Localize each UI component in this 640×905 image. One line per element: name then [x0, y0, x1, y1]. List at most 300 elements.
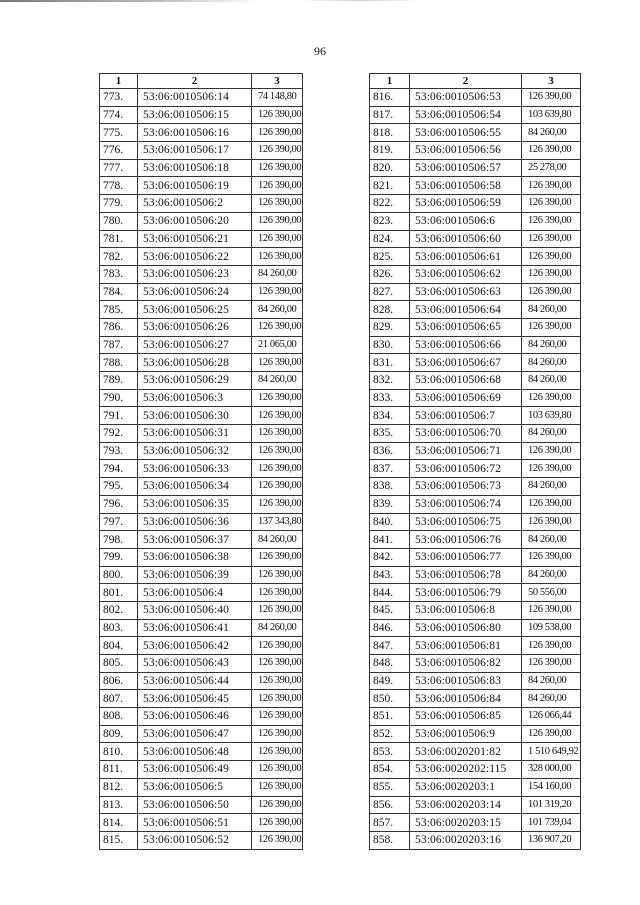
cadastral-number: 53:06:0010506:53	[410, 89, 522, 107]
cadastral-number: 53:06:0020203:1	[410, 778, 522, 796]
row-number: 856.	[370, 796, 410, 814]
value-cell: 126 390,00	[252, 248, 303, 266]
row-number: 855.	[370, 778, 410, 796]
value-cell: 126 390,00	[252, 761, 303, 779]
value-cell: 84 260,00	[252, 619, 303, 637]
row-number: 775.	[100, 124, 138, 142]
column-header: 1	[370, 74, 410, 89]
value-cell: 136 907,20	[522, 831, 581, 849]
cadastral-number: 53:06:0010506:43	[138, 655, 252, 673]
cadastral-number: 53:06:0010506:3	[138, 389, 252, 407]
value-cell: 1 510 649,92	[522, 743, 581, 761]
row-number: 819.	[370, 142, 410, 160]
table-row	[370, 814, 581, 832]
row-number: 783.	[100, 265, 138, 283]
cadastral-number: 53:06:0020202:115	[410, 761, 522, 779]
value-cell: 126 390,00	[252, 778, 303, 796]
row-number: 788.	[100, 354, 138, 372]
table-row	[370, 124, 581, 142]
cadastral-number: 53:06:0020201:82	[410, 743, 522, 761]
row-number: 835.	[370, 425, 410, 443]
value-cell: 126 390,00	[252, 425, 303, 443]
row-number: 815.	[100, 831, 138, 849]
table-row	[100, 584, 303, 602]
value-cell: 126 390,00	[252, 159, 303, 177]
row-number: 848.	[370, 655, 410, 673]
table-row	[370, 354, 581, 372]
value-cell: 126 390,00	[522, 389, 581, 407]
row-number: 781.	[100, 230, 138, 248]
row-number: 823.	[370, 212, 410, 230]
value-cell: 126 390,00	[252, 584, 303, 602]
value-cell: 126 390,00	[252, 460, 303, 478]
cadastral-number: 53:06:0010506:85	[410, 708, 522, 726]
value-cell: 101 739,04	[522, 814, 581, 832]
cadastral-number: 53:06:0010506:37	[138, 531, 252, 549]
row-number: 803.	[100, 619, 138, 637]
row-number: 773.	[100, 89, 138, 107]
table-row	[100, 177, 303, 195]
value-cell: 126 390,00	[522, 142, 581, 160]
table-row	[100, 248, 303, 266]
row-number: 793.	[100, 442, 138, 460]
cadastral-number: 53:06:0010506:73	[410, 478, 522, 496]
value-cell: 126 390,00	[522, 212, 581, 230]
row-number: 832.	[370, 372, 410, 390]
value-cell: 84 260,00	[522, 124, 581, 142]
row-number: 847.	[370, 637, 410, 655]
row-number: 839.	[370, 495, 410, 513]
cadastral-number: 53:06:0010506:70	[410, 425, 522, 443]
cadastral-number: 53:06:0010506:63	[410, 283, 522, 301]
row-number: 818.	[370, 124, 410, 142]
cadastral-number: 53:06:0010506:45	[138, 690, 252, 708]
row-number: 808.	[100, 708, 138, 726]
table-row	[100, 548, 303, 566]
cadastral-number: 53:06:0010506:48	[138, 743, 252, 761]
value-cell: 84 260,00	[522, 301, 581, 319]
row-number: 836.	[370, 442, 410, 460]
row-number: 858.	[370, 831, 410, 849]
value-cell: 109 538,00	[522, 619, 581, 637]
table-row	[370, 584, 581, 602]
row-number: 812.	[100, 778, 138, 796]
row-number: 792.	[100, 425, 138, 443]
table-row	[370, 106, 581, 124]
cadastral-number: 53:06:0010506:28	[138, 354, 252, 372]
value-cell: 126 390,00	[252, 195, 303, 213]
cadastral-number: 53:06:0010506:22	[138, 248, 252, 266]
value-cell: 126 390,00	[252, 318, 303, 336]
row-number: 834.	[370, 407, 410, 425]
table-row	[370, 89, 581, 107]
row-number: 798.	[100, 531, 138, 549]
value-cell: 126 390,00	[252, 142, 303, 160]
value-cell: 126 390,00	[522, 442, 581, 460]
value-cell: 84 260,00	[522, 354, 581, 372]
value-cell: 137 343,80	[252, 513, 303, 531]
cadastral-number: 53:06:0010506:5	[138, 778, 252, 796]
cadastral-number: 53:06:0010506:30	[138, 407, 252, 425]
cadastral-number: 53:06:0010506:56	[410, 142, 522, 160]
value-cell: 126 390,00	[522, 230, 581, 248]
table-row	[370, 142, 581, 160]
table-row	[100, 796, 303, 814]
cadastral-number: 53:06:0010506:25	[138, 301, 252, 319]
cadastral-number: 53:06:0010506:81	[410, 637, 522, 655]
table-row	[370, 425, 581, 443]
row-number: 844.	[370, 584, 410, 602]
cadastral-number: 53:06:0010506:39	[138, 566, 252, 584]
row-number: 780.	[100, 212, 138, 230]
table-row	[100, 478, 303, 496]
cadastral-number: 53:06:0010506:77	[410, 548, 522, 566]
value-cell: 126 390,00	[252, 796, 303, 814]
cadastral-number: 53:06:0010506:83	[410, 672, 522, 690]
table-row	[370, 372, 581, 390]
cadastral-number: 53:06:0010506:19	[138, 177, 252, 195]
table-row	[370, 407, 581, 425]
table-row	[370, 761, 581, 779]
table-row	[100, 142, 303, 160]
value-cell: 126 390,00	[522, 265, 581, 283]
value-cell: 103 639,80	[522, 106, 581, 124]
row-number: 795.	[100, 478, 138, 496]
cadastral-number: 53:06:0020203:16	[410, 831, 522, 849]
cadastral-number: 53:06:0010506:65	[410, 318, 522, 336]
value-cell: 84 260,00	[252, 531, 303, 549]
row-number: 853.	[370, 743, 410, 761]
cadastral-number: 53:06:0010506:15	[138, 106, 252, 124]
row-number: 826.	[370, 265, 410, 283]
value-cell: 126 390,00	[252, 283, 303, 301]
value-cell: 126 390,00	[522, 248, 581, 266]
cadastral-number: 53:06:0010506:17	[138, 142, 252, 160]
cadastral-number: 53:06:0010506:50	[138, 796, 252, 814]
row-number: 841.	[370, 531, 410, 549]
value-cell: 126 390,00	[522, 725, 581, 743]
cadastral-number: 53:06:0010506:7	[410, 407, 522, 425]
value-cell: 84 260,00	[522, 425, 581, 443]
table-row	[370, 318, 581, 336]
row-number: 820.	[370, 159, 410, 177]
table-row	[370, 336, 581, 354]
table-row	[370, 708, 581, 726]
cadastral-number: 53:06:0010506:78	[410, 566, 522, 584]
row-number: 786.	[100, 318, 138, 336]
row-number: 790.	[100, 389, 138, 407]
value-cell: 126 390,00	[522, 655, 581, 673]
cadastral-number: 53:06:0010506:40	[138, 601, 252, 619]
value-cell: 84 260,00	[252, 265, 303, 283]
row-number: 829.	[370, 318, 410, 336]
table-row	[370, 831, 581, 849]
value-cell: 126 390,00	[252, 743, 303, 761]
table-row	[100, 354, 303, 372]
table-row	[100, 778, 303, 796]
cadastral-number: 53:06:0010506:68	[410, 372, 522, 390]
value-cell: 126 390,00	[522, 318, 581, 336]
row-number: 813.	[100, 796, 138, 814]
value-cell: 84 260,00	[522, 690, 581, 708]
table-row	[100, 212, 303, 230]
value-cell: 126 390,00	[252, 124, 303, 142]
row-number: 830.	[370, 336, 410, 354]
row-number: 805.	[100, 655, 138, 673]
value-cell: 74 148,80	[252, 89, 303, 107]
row-number: 838.	[370, 478, 410, 496]
cadastral-number: 53:06:0010506:27	[138, 336, 252, 354]
row-number: 797.	[100, 513, 138, 531]
table-row	[100, 407, 303, 425]
cadastral-number: 53:06:0010506:38	[138, 548, 252, 566]
cadastral-number: 53:06:0010506:49	[138, 761, 252, 779]
table-row	[100, 495, 303, 513]
table-row	[370, 778, 581, 796]
value-cell: 126 390,00	[252, 690, 303, 708]
row-number: 779.	[100, 195, 138, 213]
table-row	[370, 460, 581, 478]
value-cell: 25 278,00	[522, 159, 581, 177]
row-number: 807.	[100, 690, 138, 708]
table-row	[100, 743, 303, 761]
value-cell: 126 390,00	[252, 725, 303, 743]
cadastral-number: 53:06:0010506:14	[138, 89, 252, 107]
cadastral-number: 53:06:0010506:47	[138, 725, 252, 743]
table-row	[370, 566, 581, 584]
cadastral-number: 53:06:0010506:9	[410, 725, 522, 743]
table-row	[100, 690, 303, 708]
cadastral-number: 53:06:0010506:75	[410, 513, 522, 531]
cadastral-number: 53:06:0010506:24	[138, 283, 252, 301]
table-row	[370, 230, 581, 248]
table-row	[370, 159, 581, 177]
right-table	[369, 73, 581, 850]
cadastral-number: 53:06:0010506:71	[410, 442, 522, 460]
table-row	[100, 318, 303, 336]
cadastral-number: 53:06:0010506:67	[410, 354, 522, 372]
value-cell: 126 390,00	[252, 177, 303, 195]
cadastral-number: 53:06:0010506:18	[138, 159, 252, 177]
table-row	[370, 619, 581, 637]
table-row	[100, 460, 303, 478]
table-row	[100, 761, 303, 779]
table-row	[100, 814, 303, 832]
table-row	[370, 743, 581, 761]
row-number: 821.	[370, 177, 410, 195]
table-row	[100, 301, 303, 319]
scan-edge-mark	[300, 0, 420, 1]
table-row	[100, 442, 303, 460]
value-cell: 84 260,00	[522, 531, 581, 549]
row-number: 794.	[100, 460, 138, 478]
table-row	[100, 619, 303, 637]
column-header: 3	[252, 74, 303, 89]
cadastral-number: 53:06:0010506:34	[138, 478, 252, 496]
value-cell: 126 390,00	[522, 548, 581, 566]
value-cell: 126 390,00	[522, 177, 581, 195]
value-cell: 50 556,00	[522, 584, 581, 602]
row-number: 799.	[100, 548, 138, 566]
row-number: 827.	[370, 283, 410, 301]
row-number: 857.	[370, 814, 410, 832]
cadastral-number: 53:06:0010506:80	[410, 619, 522, 637]
table-row	[100, 655, 303, 673]
cadastral-number: 53:06:0010506:31	[138, 425, 252, 443]
value-cell: 126 390,00	[522, 283, 581, 301]
value-cell: 126 390,00	[522, 637, 581, 655]
table-row	[370, 195, 581, 213]
row-number: 809.	[100, 725, 138, 743]
value-cell: 126 066,44	[522, 708, 581, 726]
row-number: 801.	[100, 584, 138, 602]
table-row	[370, 531, 581, 549]
cadastral-number: 53:06:0010506:72	[410, 460, 522, 478]
row-number: 811.	[100, 761, 138, 779]
table-row	[100, 425, 303, 443]
table-row	[370, 513, 581, 531]
table-row	[100, 159, 303, 177]
value-cell: 126 390,00	[252, 389, 303, 407]
table-row	[100, 672, 303, 690]
cadastral-number: 53:06:0010506:61	[410, 248, 522, 266]
cadastral-number: 53:06:0010506:33	[138, 460, 252, 478]
row-number: 816.	[370, 89, 410, 107]
table-row	[370, 637, 581, 655]
table-row	[370, 212, 581, 230]
table-row	[100, 708, 303, 726]
row-number: 850.	[370, 690, 410, 708]
cadastral-number: 53:06:0010506:66	[410, 336, 522, 354]
value-cell: 126 390,00	[252, 212, 303, 230]
cadastral-number: 53:06:0010506:46	[138, 708, 252, 726]
row-number: 778.	[100, 177, 138, 195]
cadastral-number: 53:06:0010506:76	[410, 531, 522, 549]
row-number: 787.	[100, 336, 138, 354]
table-row	[370, 690, 581, 708]
value-cell: 21 065,00	[252, 336, 303, 354]
cadastral-number: 53:06:0010506:54	[410, 106, 522, 124]
table-row	[370, 796, 581, 814]
cadastral-number: 53:06:0010506:32	[138, 442, 252, 460]
value-cell: 126 390,00	[252, 637, 303, 655]
cadastral-number: 53:06:0010506:74	[410, 495, 522, 513]
cadastral-number: 53:06:0010506:6	[410, 212, 522, 230]
table-row	[370, 672, 581, 690]
value-cell: 84 260,00	[522, 566, 581, 584]
table-row	[100, 566, 303, 584]
row-number: 845.	[370, 601, 410, 619]
row-number: 810.	[100, 743, 138, 761]
cadastral-number: 53:06:0010506:2	[138, 195, 252, 213]
value-cell: 126 390,00	[252, 548, 303, 566]
cadastral-number: 53:06:0010506:57	[410, 159, 522, 177]
cadastral-number: 53:06:0010506:69	[410, 389, 522, 407]
value-cell: 126 390,00	[252, 478, 303, 496]
table-row	[370, 177, 581, 195]
table-row	[100, 831, 303, 849]
cadastral-number: 53:06:0010506:29	[138, 372, 252, 390]
table-row	[370, 548, 581, 566]
value-cell: 126 390,00	[522, 460, 581, 478]
page-number: 96	[314, 44, 326, 58]
row-number: 837.	[370, 460, 410, 478]
table-row	[370, 265, 581, 283]
value-cell: 126 390,00	[252, 831, 303, 849]
column-header: 2	[410, 74, 522, 89]
row-number: 777.	[100, 159, 138, 177]
table-row	[100, 389, 303, 407]
row-number: 833.	[370, 389, 410, 407]
value-cell: 126 390,00	[252, 106, 303, 124]
cadastral-number: 53:06:0010506:21	[138, 230, 252, 248]
row-number: 804.	[100, 637, 138, 655]
cadastral-number: 53:06:0010506:84	[410, 690, 522, 708]
row-number: 840.	[370, 513, 410, 531]
cadastral-number: 53:06:0020203:15	[410, 814, 522, 832]
value-cell: 126 390,00	[252, 708, 303, 726]
row-number: 843.	[370, 566, 410, 584]
value-cell: 84 260,00	[252, 372, 303, 390]
row-number: 782.	[100, 248, 138, 266]
cadastral-number: 53:06:0010506:51	[138, 814, 252, 832]
table-row	[100, 531, 303, 549]
table-row	[370, 442, 581, 460]
row-number: 854.	[370, 761, 410, 779]
row-number: 796.	[100, 495, 138, 513]
row-number: 774.	[100, 106, 138, 124]
header-row	[100, 74, 303, 89]
table-row	[100, 725, 303, 743]
value-cell: 84 260,00	[522, 336, 581, 354]
value-cell: 101 319,20	[522, 796, 581, 814]
header-row	[370, 74, 581, 89]
cadastral-number: 53:06:0010506:41	[138, 619, 252, 637]
table-row	[370, 301, 581, 319]
row-number: 842.	[370, 548, 410, 566]
table-row	[100, 230, 303, 248]
cadastral-number: 53:06:0010506:62	[410, 265, 522, 283]
table-row	[100, 637, 303, 655]
value-cell: 84 260,00	[522, 478, 581, 496]
value-cell: 126 390,00	[252, 814, 303, 832]
value-cell: 126 390,00	[252, 672, 303, 690]
value-cell: 126 390,00	[522, 513, 581, 531]
table-row	[370, 601, 581, 619]
row-number: 824.	[370, 230, 410, 248]
column-header: 3	[522, 74, 581, 89]
value-cell: 126 390,00	[252, 566, 303, 584]
row-number: 776.	[100, 142, 138, 160]
cadastral-number: 53:06:0010506:36	[138, 513, 252, 531]
value-cell: 126 390,00	[522, 195, 581, 213]
value-cell: 84 260,00	[522, 372, 581, 390]
table-row	[370, 389, 581, 407]
row-number: 791.	[100, 407, 138, 425]
row-number: 846.	[370, 619, 410, 637]
table-row	[370, 725, 581, 743]
value-cell: 103 639,80	[522, 407, 581, 425]
table-row	[370, 655, 581, 673]
cadastral-number: 53:06:0010506:23	[138, 265, 252, 283]
value-cell: 126 390,00	[522, 89, 581, 107]
row-number: 852.	[370, 725, 410, 743]
value-cell: 126 390,00	[252, 230, 303, 248]
table-row	[370, 248, 581, 266]
table-row	[100, 601, 303, 619]
cadastral-number: 53:06:0010506:16	[138, 124, 252, 142]
table-row	[100, 106, 303, 124]
